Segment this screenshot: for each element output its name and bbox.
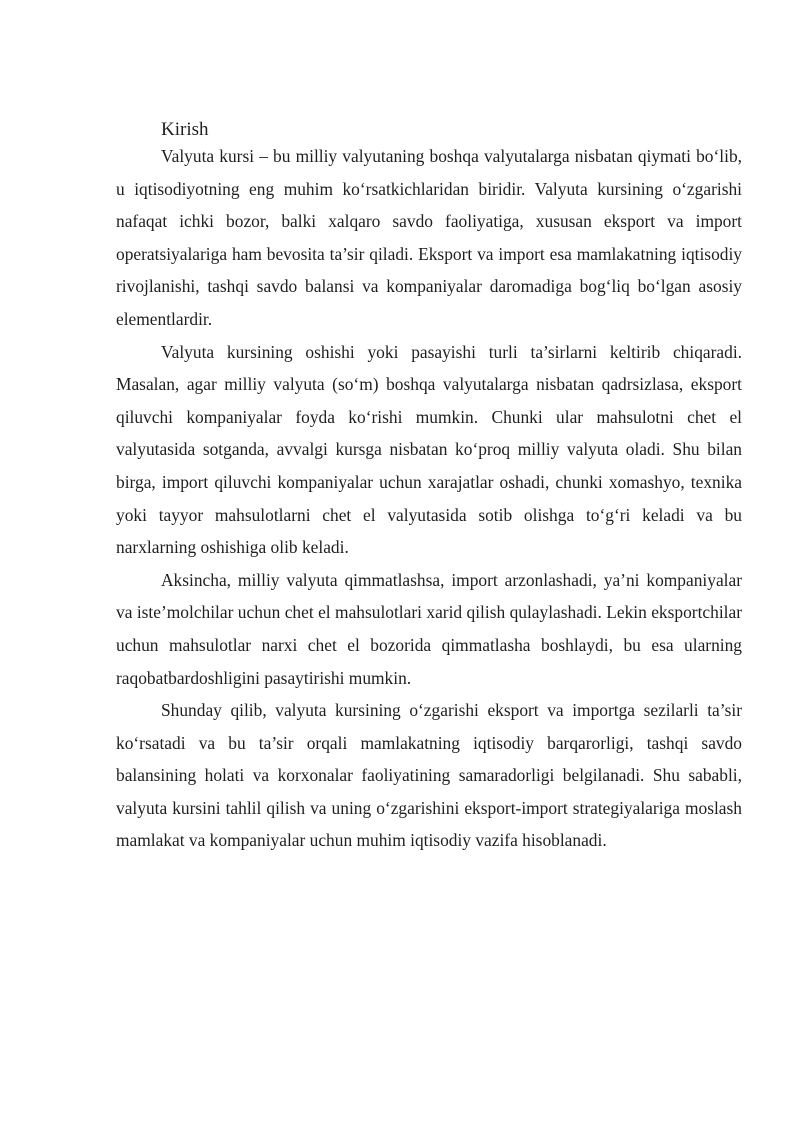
paragraph-3: Aksincha, milliy valyuta qimmatlashsa, import arzonlashadi, ya’ni kompaniyalar va iste’molchilar uchun chet el mahsulotlari xarid qilish qulaylashadi. Lekin eksportchilar uchun mahsulotlar narxi chet el bozorida qimmatlasha boshlaydi, bu esa ularning raqobatbardoshligini pasaytirishi mumkin. [116,569,742,688]
paragraph-2: Valyuta kursining oshishi yoki pasayishi turli ta’sirlarni keltirib chiqaradi. Masalan, agar milliy valyuta (so‘m) boshqa valyutalarga nisbatan qadrsizlasa, eksport qiluvchi kompaniyalar foyda ko‘rishi mumkin. Chunki ular mahsulotni chet el valyutasida sotganda, avvalgi kursga nisbatan ko‘proq milliy valyuta oladi. Shu bilan birga, import qiluvchi kompaniyalar uchun xarajatlar oshadi, chunki xomashyo, texnika yoki tayyor mahsulotlarni chet el valyutasida sotib olishga to‘g‘ri keladi va bu narxlarning oshishiga olib keladi. [116,341,742,558]
paragraph-1: Valyuta kursi – bu milliy valyutaning boshqa valyutalarga nisbatan qiymati bo‘lib, u iqtisodiyotning eng muhim ko‘rsatkichlaridan biridir. Valyuta kursining o‘zgarishi nafaqat ichki bozor, balki xalqaro savdo faoliyatiga, xususan eksport va import operatsiyalariga ham bevosita ta’sir qiladi. Eksport va import esa mamlakatning iqtisodiy rivojlanishi, tashqi savdo balansi va kompaniyalar daromadiga bog‘liq bo‘lgan asosiy elementlardir. [116,146,742,329]
document-body [116,116,742,857]
paragraph-4: Shunday qilib, valyuta kursining o‘zgarishi eksport va importga sezilarli ta’sir ko‘rsatadi va bu ta’sir orqali mamlakatning iqtisodiy barqarorligi, tashqi savdo balansining holati va korxonalar faoliyatining samaradorligi belgilanadi. Shu sababli, valyuta kursini tahlil qilish va uning o‘zgarishini eksport-import strategiyalariga moslash mamlakat va kompaniyalar uchun muhim iqtisodiy vazifa hisoblanadi. [116,700,742,851]
section-heading: Kirish [161,119,209,140]
